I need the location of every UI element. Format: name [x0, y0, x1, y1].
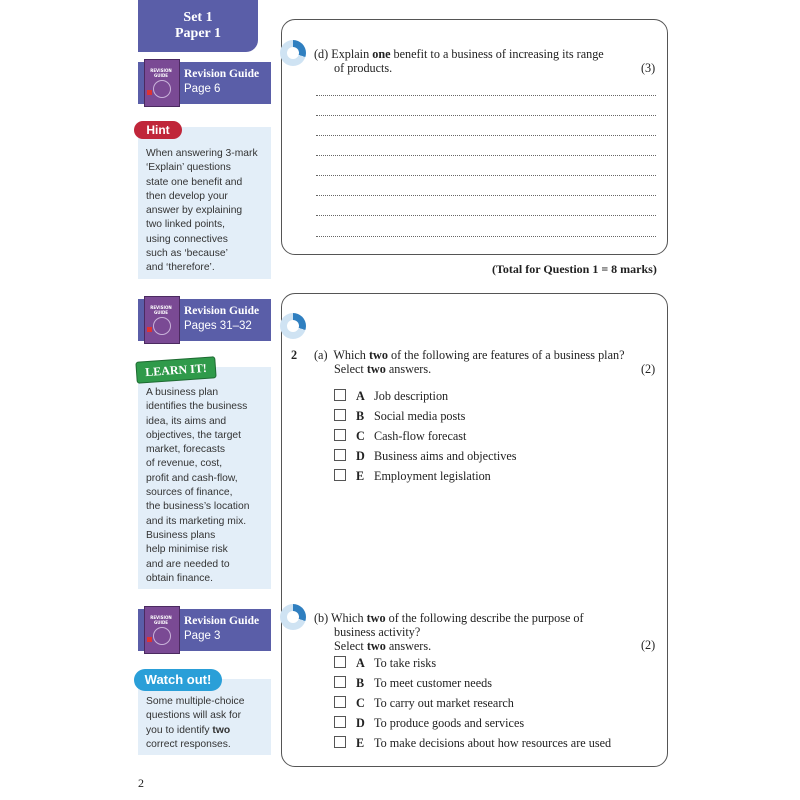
marks-label: (2) [641, 362, 656, 376]
revision-guide-title: Revision Guide [184, 68, 260, 80]
question-2a-text: (a) Which two of the following are features of a business plan? Select two answers. [314, 348, 625, 376]
revision-guide-pages: Page 6 [184, 83, 221, 95]
question-total: (Total for Question 1 = 8 marks) [492, 262, 657, 276]
marks-label: (2) [641, 638, 656, 652]
revision-guide-title: Revision Guide [184, 615, 260, 627]
answer-line[interactable] [316, 135, 656, 136]
answer-line[interactable] [316, 115, 656, 116]
checkbox[interactable] [334, 676, 346, 688]
marks-label: (3) [641, 61, 656, 75]
checkbox[interactable] [334, 389, 346, 401]
set-label: Set 1 [183, 10, 213, 25]
revision-guide-book-icon: REVISION GUIDE [144, 296, 180, 344]
question-number: 2 [291, 348, 298, 362]
revision-guide-box [138, 299, 271, 341]
revision-guide-title: Revision Guide [184, 305, 260, 317]
hint-badge: Hint [134, 121, 182, 139]
question-1d-text: (d) Explain one benefit to a business of increasing its range of products. [314, 47, 604, 75]
answer-line[interactable] [316, 155, 656, 156]
question-2b-text: (b) Which two of the following describe the purpose of business activity? Select two answers. [314, 611, 584, 653]
revision-guide-book-icon: REVISION GUIDE [144, 59, 180, 107]
watch-out-panel: Some multiple-choice questions will ask for you to identify two correct responses. [138, 679, 271, 755]
set-paper-tab [138, 0, 258, 52]
checkbox[interactable] [334, 656, 346, 668]
answer-line[interactable] [316, 236, 656, 237]
learn-it-panel: A business plan identifies the business idea, its aims and objectives, the target market, forecasts of revenue, cost, profit and cash-flow, sources of finance, the business’s location and its marketing mix. Business plans help minimise risk and are needed to obtain finance. [138, 367, 271, 589]
checkbox[interactable] [334, 696, 346, 708]
hint-panel: When answering 3-mark ‘Explain’ questions state one benefit and then develop your answer by explaining two linked points, using connectives such as ‘because’ and ‘therefore’. [138, 127, 271, 279]
revision-guide-pages: Page 3 [184, 630, 221, 642]
answer-line[interactable] [316, 215, 656, 216]
revision-guide-box [138, 62, 271, 104]
revision-guide-book-icon: REVISION GUIDE [144, 606, 180, 654]
answer-line[interactable] [316, 95, 656, 96]
checkbox[interactable] [334, 736, 346, 748]
paper-label: Paper 1 [174, 26, 221, 41]
checkbox[interactable] [334, 716, 346, 728]
checkbox[interactable] [334, 469, 346, 481]
progress-ring-icon [280, 313, 306, 339]
page-number: 2 [138, 776, 144, 790]
checkbox[interactable] [334, 429, 346, 441]
revision-guide-box [138, 609, 271, 651]
answer-line[interactable] [316, 195, 656, 196]
checkbox[interactable] [334, 409, 346, 421]
answer-line[interactable] [316, 175, 656, 176]
progress-ring-icon [280, 40, 306, 66]
revision-guide-pages: Pages 31–32 [184, 320, 252, 332]
progress-ring-icon [280, 604, 306, 630]
watch-out-badge: Watch out! [134, 669, 222, 691]
checkbox[interactable] [334, 449, 346, 461]
learn-it-badge: LEARN IT! [135, 356, 216, 384]
